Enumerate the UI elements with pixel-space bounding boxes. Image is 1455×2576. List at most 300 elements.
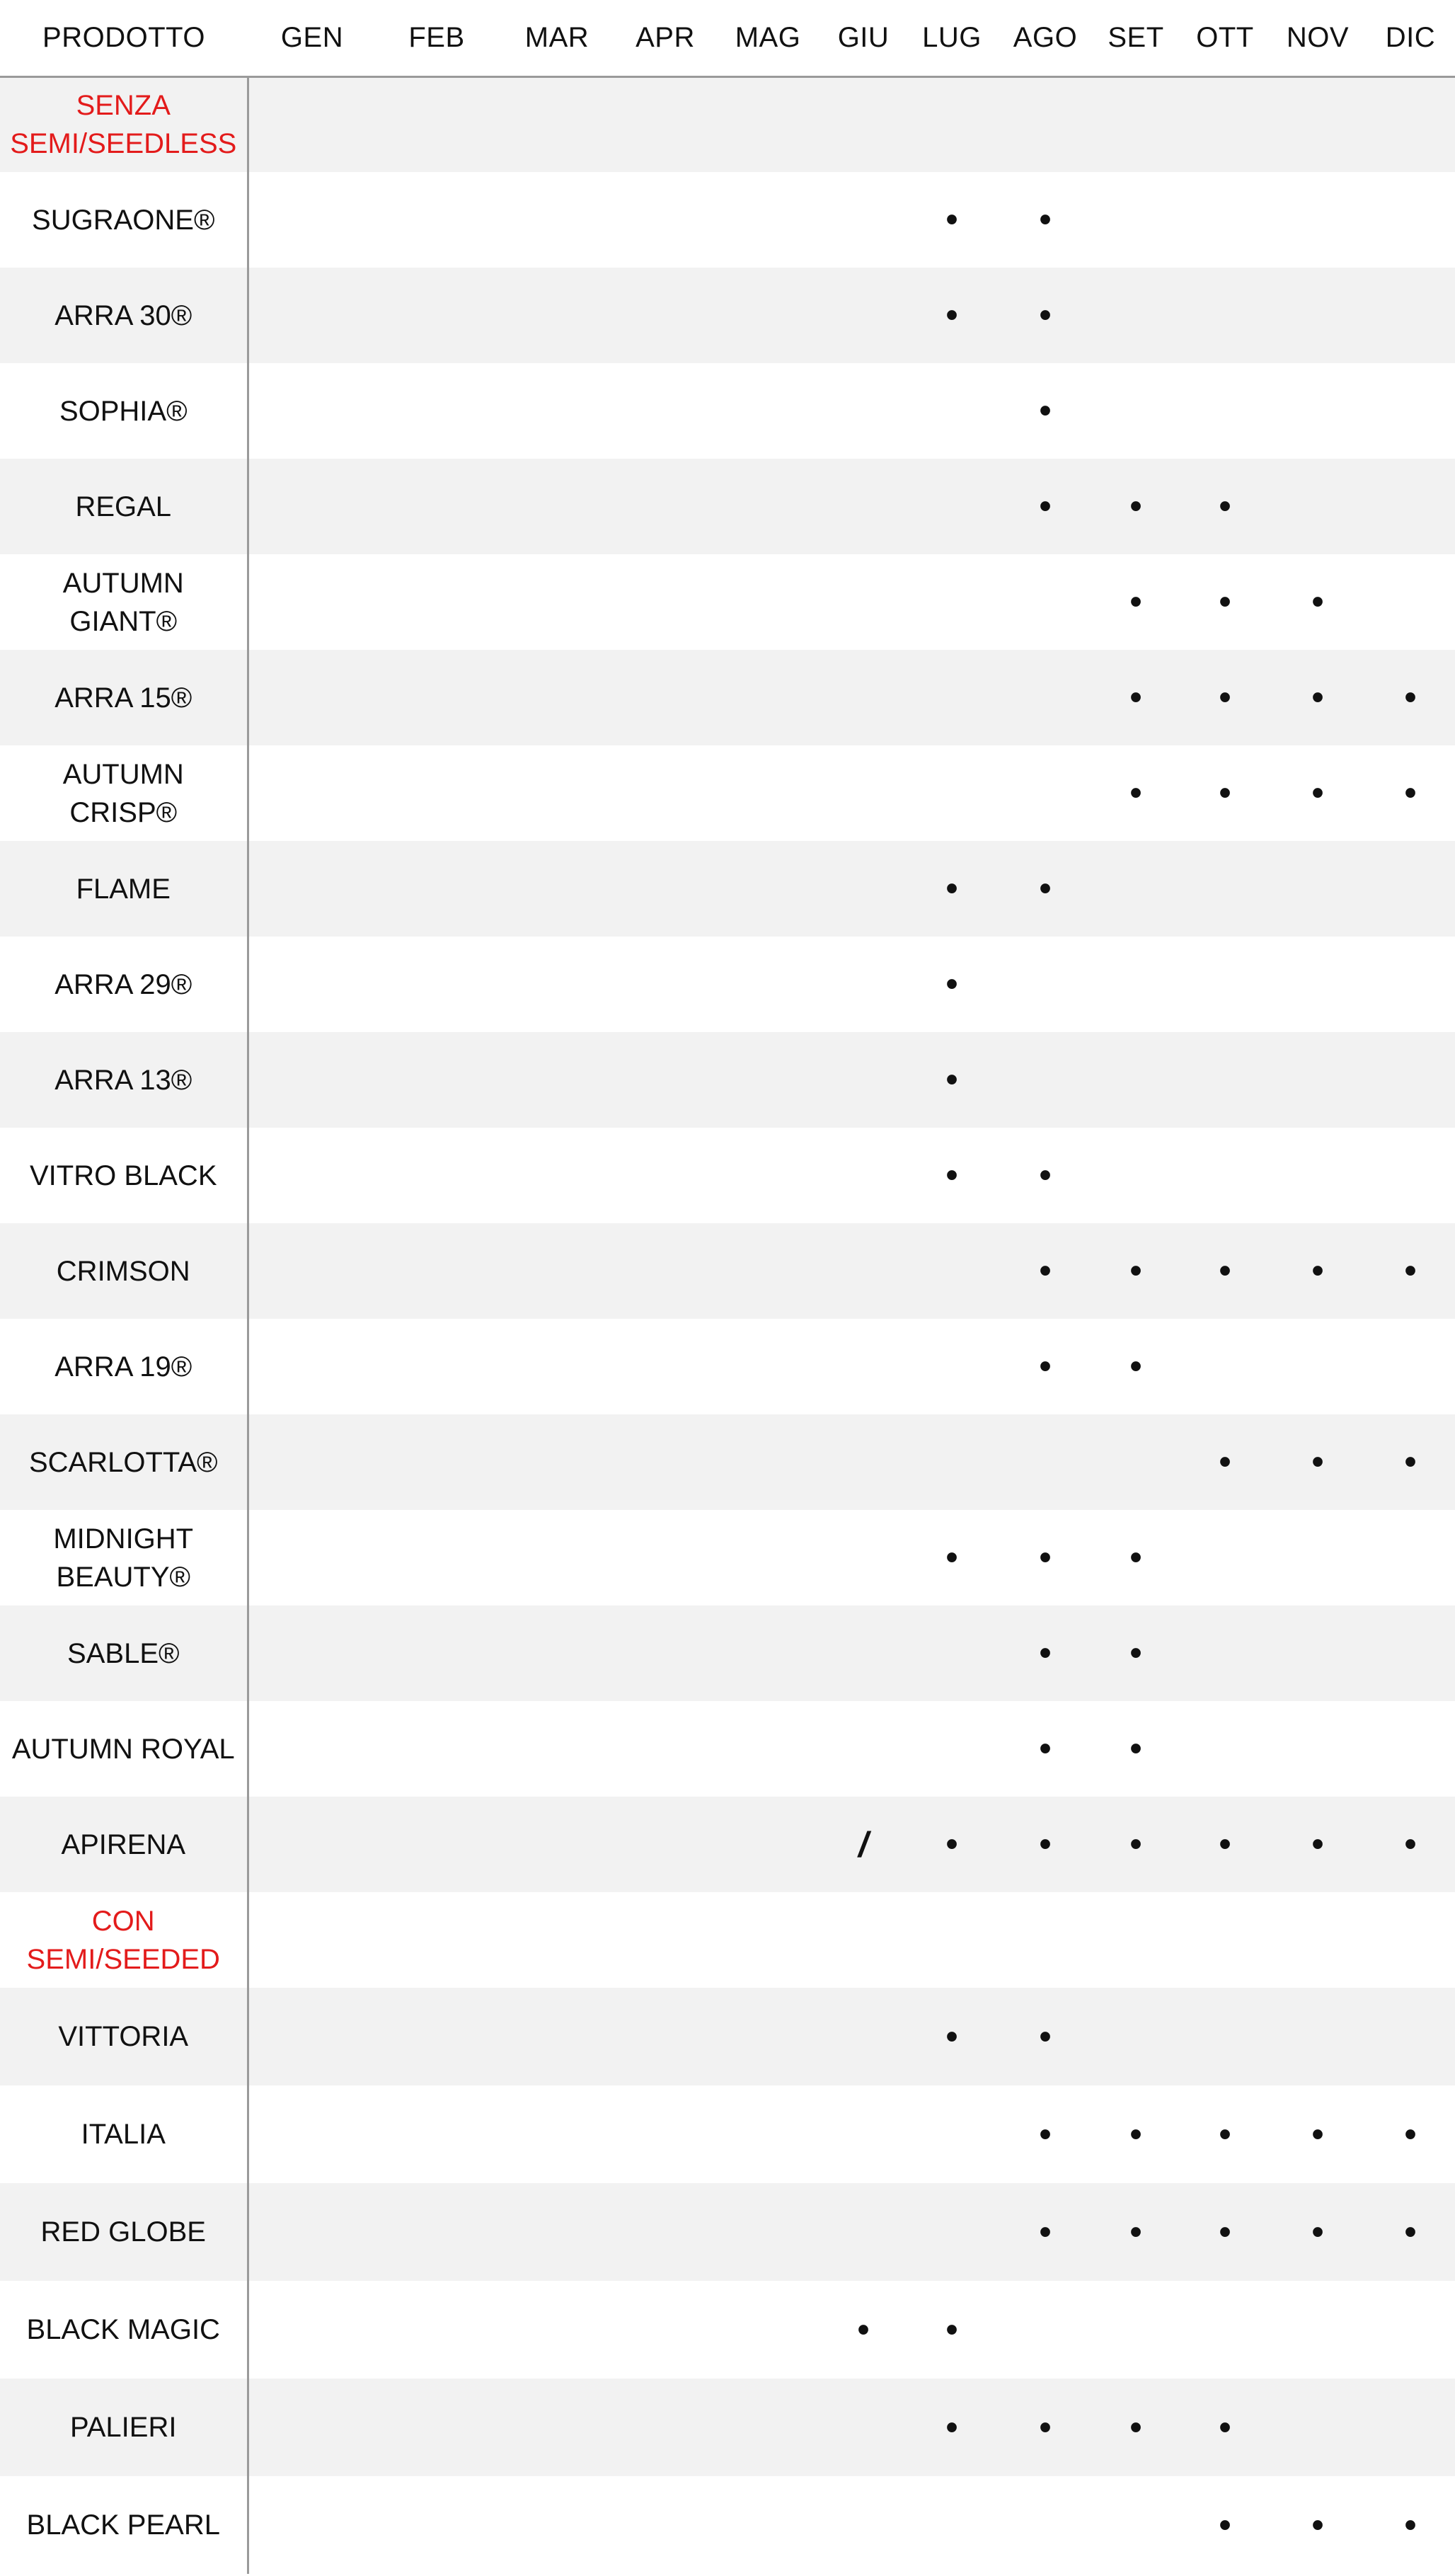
month-cell [1366, 650, 1455, 745]
availability-mark: • [1039, 1157, 1052, 1194]
availability-mark: • [1311, 583, 1324, 621]
product-name: VITTORIA [0, 1988, 248, 2085]
availability-mark: • [1039, 2213, 1052, 2251]
month-cell [822, 1032, 904, 1128]
month-cell [1270, 1510, 1366, 1605]
month-cell [248, 2378, 376, 2476]
month-cell [1091, 2476, 1180, 2574]
month-cell [617, 2281, 713, 2378]
month-cell [376, 1701, 497, 1797]
month-cell [617, 1797, 713, 1892]
month-cell [1270, 172, 1366, 268]
availability-mark: • [1404, 1443, 1417, 1481]
table-row [0, 1414, 1455, 1510]
availability-mark: • [1039, 392, 1052, 430]
month-cell [1091, 841, 1180, 937]
month-cell [1366, 363, 1455, 459]
month-header: APR [617, 0, 713, 76]
month-cell [617, 1223, 713, 1319]
product-name: BLACK PEARL [0, 2476, 248, 2574]
month-cell [904, 1128, 999, 1223]
month-cell [1366, 841, 1455, 937]
month-cell [904, 76, 999, 172]
month-cell [1180, 745, 1270, 841]
month-cell [248, 745, 376, 841]
month-cell [1091, 937, 1180, 1032]
month-cell [376, 268, 497, 363]
month-cell [822, 745, 904, 841]
month-cell [1091, 1032, 1180, 1128]
table-row [0, 1128, 1455, 1223]
availability-mark: • [945, 870, 958, 908]
availability-mark: • [1219, 583, 1231, 621]
availability-mark: • [1129, 2115, 1142, 2153]
month-cell [713, 268, 822, 363]
availability-mark: • [1129, 1826, 1142, 1863]
section-row [0, 76, 1455, 172]
month-cell [497, 268, 617, 363]
availability-mark: • [1129, 1348, 1142, 1385]
month-cell [1180, 1988, 1270, 2085]
month-cell [1091, 1510, 1180, 1605]
month-cell [904, 172, 999, 268]
month-cell [617, 2183, 713, 2281]
month-cell [1091, 1319, 1180, 1414]
month-cell [1270, 650, 1366, 745]
availability-mark: • [1039, 297, 1052, 334]
month-cell [713, 1128, 822, 1223]
month-cell [904, 841, 999, 937]
month-cell [904, 1032, 999, 1128]
month-cell [1366, 1701, 1455, 1797]
month-cell [1366, 459, 1455, 554]
month-cell [1180, 363, 1270, 459]
month-cell [713, 937, 822, 1032]
table-row [0, 363, 1455, 459]
month-cell [617, 1701, 713, 1797]
month-header: DIC [1366, 0, 1455, 76]
month-cell [497, 1128, 617, 1223]
month-cell [248, 1414, 376, 1510]
month-cell [713, 363, 822, 459]
product-name: SCARLOTTA® [0, 1414, 248, 1510]
availability-mark: • [1404, 2506, 1417, 2544]
month-cell [1270, 2085, 1366, 2183]
month-cell [1366, 1032, 1455, 1128]
month-cell [1180, 2476, 1270, 2574]
month-cell [376, 2476, 497, 2574]
month-header: OTT [1180, 0, 1270, 76]
partial-availability-mark: / [858, 1824, 868, 1865]
month-cell [1180, 1605, 1270, 1701]
month-cell [248, 459, 376, 554]
product-name: ARRA 13® [0, 1032, 248, 1128]
month-cell [713, 2378, 822, 2476]
month-cell [1091, 745, 1180, 841]
product-name: ARRA 29® [0, 937, 248, 1032]
month-cell [822, 2281, 904, 2378]
month-cell [497, 2476, 617, 2574]
month-cell [1091, 2281, 1180, 2378]
month-cell [1180, 2085, 1270, 2183]
month-header: NOV [1270, 0, 1366, 76]
month-cell [1180, 2378, 1270, 2476]
month-cell [999, 172, 1091, 268]
month-cell [617, 363, 713, 459]
table-row [0, 1797, 1455, 1892]
availability-mark: • [945, 297, 958, 334]
month-cell [617, 1988, 713, 2085]
month-cell [1270, 1797, 1366, 1892]
month-cell [822, 1605, 904, 1701]
table-row [0, 841, 1455, 937]
month-cell [497, 2085, 617, 2183]
month-cell [999, 459, 1091, 554]
month-cell [999, 268, 1091, 363]
availability-mark: • [1219, 2213, 1231, 2251]
availability-mark: • [1311, 1826, 1324, 1863]
month-cell [999, 745, 1091, 841]
month-cell [904, 363, 999, 459]
product-name: SOPHIA® [0, 363, 248, 459]
month-cell [1270, 76, 1366, 172]
month-cell [1180, 2183, 1270, 2281]
month-cell [497, 172, 617, 268]
month-cell [376, 650, 497, 745]
month-cell [248, 2476, 376, 2574]
table-row [0, 650, 1455, 745]
availability-mark: • [1039, 1539, 1052, 1576]
month-cell [999, 1797, 1091, 1892]
month-cell [497, 1988, 617, 2085]
month-cell [376, 1605, 497, 1701]
month-cell [1366, 1892, 1455, 1988]
month-cell [1180, 650, 1270, 745]
month-cell [1366, 172, 1455, 268]
month-cell [713, 459, 822, 554]
month-header: MAR [497, 0, 617, 76]
product-name: VITRO BLACK [0, 1128, 248, 1223]
month-cell [713, 2281, 822, 2378]
availability-mark: • [1129, 1635, 1142, 1672]
month-cell [376, 937, 497, 1032]
month-cell [1366, 1319, 1455, 1414]
month-cell [617, 841, 713, 937]
month-cell [617, 1892, 713, 1988]
month-cell [822, 1988, 904, 2085]
month-cell [1180, 937, 1270, 1032]
month-cell [376, 1032, 497, 1128]
availability-mark: • [1129, 1252, 1142, 1290]
month-cell [713, 1605, 822, 1701]
month-cell [248, 937, 376, 1032]
month-cell [999, 1414, 1091, 1510]
availability-mark: • [1219, 2408, 1231, 2446]
month-cell [497, 76, 617, 172]
table-row [0, 459, 1455, 554]
month-cell [497, 363, 617, 459]
month-cell [376, 1223, 497, 1319]
product-name: CRIMSON [0, 1223, 248, 1319]
table-row [0, 1319, 1455, 1414]
month-cell [248, 1797, 376, 1892]
month-cell [999, 650, 1091, 745]
availability-mark: • [1129, 583, 1142, 621]
availability-mark: • [1404, 1826, 1417, 1863]
month-cell [822, 1797, 904, 1892]
month-cell [1270, 2281, 1366, 2378]
availability-mark: • [945, 2408, 958, 2446]
month-cell [497, 937, 617, 1032]
table-row [0, 2183, 1455, 2281]
month-cell [999, 1510, 1091, 1605]
month-cell [617, 1605, 713, 1701]
table-row [0, 1510, 1455, 1605]
month-cell [617, 1032, 713, 1128]
month-cell [999, 2476, 1091, 2574]
month-cell [822, 2378, 904, 2476]
availability-mark: • [1129, 1730, 1142, 1768]
month-cell [1091, 363, 1180, 459]
availability-mark: • [1219, 1826, 1231, 1863]
month-cell [617, 650, 713, 745]
availability-mark: • [1129, 1539, 1142, 1576]
month-header: GIU [822, 0, 904, 76]
month-header: LUG [904, 0, 999, 76]
month-header: FEB [376, 0, 497, 76]
month-cell [1270, 841, 1366, 937]
product-name: AUTUMN ROYAL [0, 1701, 248, 1797]
month-cell [497, 459, 617, 554]
month-cell [376, 841, 497, 937]
month-cell [1180, 1223, 1270, 1319]
month-cell [904, 2085, 999, 2183]
month-cell [904, 1797, 999, 1892]
month-cell [376, 363, 497, 459]
month-cell [904, 937, 999, 1032]
table-row [0, 554, 1455, 650]
month-cell [999, 1128, 1091, 1223]
month-cell [713, 2085, 822, 2183]
month-cell [1091, 1223, 1180, 1319]
month-cell [617, 268, 713, 363]
month-cell [1180, 2281, 1270, 2378]
month-cell [1180, 1128, 1270, 1223]
month-cell [1270, 268, 1366, 363]
month-cell [822, 554, 904, 650]
month-cell [1270, 1414, 1366, 1510]
month-cell [822, 2085, 904, 2183]
month-cell [822, 1892, 904, 1988]
month-cell [248, 2281, 376, 2378]
month-cell [822, 1128, 904, 1223]
month-cell [497, 1510, 617, 1605]
month-cell [248, 650, 376, 745]
month-cell [904, 1510, 999, 1605]
month-cell [617, 1510, 713, 1605]
month-cell [1270, 1032, 1366, 1128]
month-cell [376, 1797, 497, 1892]
month-cell [497, 2183, 617, 2281]
month-cell [497, 554, 617, 650]
availability-mark: • [1311, 2213, 1324, 2251]
month-cell [1270, 1892, 1366, 1988]
month-cell [248, 2183, 376, 2281]
month-cell [822, 76, 904, 172]
month-cell [1091, 1414, 1180, 1510]
month-cell [713, 2183, 822, 2281]
month-cell [904, 268, 999, 363]
availability-mark: • [1404, 2115, 1417, 2153]
table-row [0, 1988, 1455, 2085]
availability-mark: • [945, 201, 958, 239]
availability-mark: • [1404, 2213, 1417, 2251]
month-cell [248, 1605, 376, 1701]
month-cell [904, 1223, 999, 1319]
month-cell [999, 937, 1091, 1032]
month-cell [248, 1032, 376, 1128]
table-row [0, 2378, 1455, 2476]
month-cell [617, 554, 713, 650]
month-cell [713, 1797, 822, 1892]
product-name: SABLE® [0, 1605, 248, 1701]
month-cell [822, 1701, 904, 1797]
product-name: APIRENA [0, 1797, 248, 1892]
month-cell [822, 268, 904, 363]
month-cell [497, 1797, 617, 1892]
section-row [0, 1892, 1455, 1988]
month-cell [713, 1414, 822, 1510]
month-cell [1091, 76, 1180, 172]
table-row [0, 172, 1455, 268]
table-row [0, 2085, 1455, 2183]
month-cell [248, 76, 376, 172]
month-cell [1366, 268, 1455, 363]
month-cell [1091, 1128, 1180, 1223]
month-cell [1180, 1797, 1270, 1892]
month-cell [376, 1510, 497, 1605]
availability-mark: • [1039, 870, 1052, 908]
month-cell [497, 1892, 617, 1988]
month-cell [1180, 1319, 1270, 1414]
month-cell [1180, 1032, 1270, 1128]
month-cell [999, 1892, 1091, 1988]
month-cell [376, 2378, 497, 2476]
month-cell [904, 1319, 999, 1414]
availability-mark: • [1039, 2408, 1052, 2446]
month-cell [1270, 1128, 1366, 1223]
availability-mark: • [857, 2311, 870, 2349]
month-cell [713, 2476, 822, 2574]
month-cell [376, 2085, 497, 2183]
availability-mark: • [1219, 679, 1231, 716]
month-cell [617, 2085, 713, 2183]
availability-mark: • [1219, 1443, 1231, 1481]
month-cell [617, 459, 713, 554]
month-cell [713, 1319, 822, 1414]
availability-mark: • [1039, 488, 1052, 525]
month-cell [1270, 2183, 1366, 2281]
month-cell [713, 745, 822, 841]
product-name: BLACK MAGIC [0, 2281, 248, 2378]
month-cell [713, 1988, 822, 2085]
month-cell [1366, 2085, 1455, 2183]
product-name: AUTUMN GIANT® [0, 554, 248, 650]
product-name: ARRA 19® [0, 1319, 248, 1414]
month-cell [1366, 2183, 1455, 2281]
month-cell [1091, 268, 1180, 363]
month-cell [1366, 937, 1455, 1032]
month-cell [999, 841, 1091, 937]
month-cell [497, 1032, 617, 1128]
table-header [0, 0, 1455, 76]
month-cell [822, 841, 904, 937]
month-cell [1091, 554, 1180, 650]
month-cell [617, 2476, 713, 2574]
month-cell [822, 1510, 904, 1605]
month-cell [248, 268, 376, 363]
section-label: SENZA SEMI/SEEDLESS [0, 76, 248, 172]
month-cell [497, 1701, 617, 1797]
month-cell [1366, 2378, 1455, 2476]
month-cell [497, 1605, 617, 1701]
header-row [0, 0, 1455, 76]
availability-mark: • [1129, 2213, 1142, 2251]
month-cell [1180, 554, 1270, 650]
month-cell [1270, 2476, 1366, 2574]
month-cell [248, 841, 376, 937]
month-cell [999, 1988, 1091, 2085]
month-cell [1091, 1605, 1180, 1701]
month-cell [248, 1892, 376, 1988]
month-cell [617, 937, 713, 1032]
availability-mark: • [1404, 1252, 1417, 1290]
product-name: RED GLOBE [0, 2183, 248, 2281]
month-cell [713, 1032, 822, 1128]
month-cell [999, 363, 1091, 459]
month-cell [376, 1319, 497, 1414]
month-cell [713, 76, 822, 172]
product-name: ITALIA [0, 2085, 248, 2183]
month-cell [248, 1988, 376, 2085]
month-cell [904, 650, 999, 745]
availability-mark: • [1311, 1252, 1324, 1290]
month-cell [497, 745, 617, 841]
month-cell [376, 76, 497, 172]
month-cell [1270, 2378, 1366, 2476]
month-cell [822, 172, 904, 268]
month-cell [1091, 1892, 1180, 1988]
availability-mark: • [1129, 679, 1142, 716]
month-cell [248, 363, 376, 459]
availability-mark: • [1039, 1730, 1052, 1768]
table-row [0, 2281, 1455, 2378]
availability-mark: • [1039, 2017, 1052, 2056]
month-cell [822, 937, 904, 1032]
month-cell [904, 2378, 999, 2476]
month-cell [999, 554, 1091, 650]
month-cell [1366, 2281, 1455, 2378]
product-name: REGAL [0, 459, 248, 554]
month-cell [822, 2476, 904, 2574]
month-cell [1091, 1701, 1180, 1797]
month-cell [904, 1892, 999, 1988]
availability-mark: • [945, 1157, 958, 1194]
month-header: MAG [713, 0, 822, 76]
month-cell [1366, 1223, 1455, 1319]
month-cell [999, 76, 1091, 172]
month-cell [904, 2476, 999, 2574]
